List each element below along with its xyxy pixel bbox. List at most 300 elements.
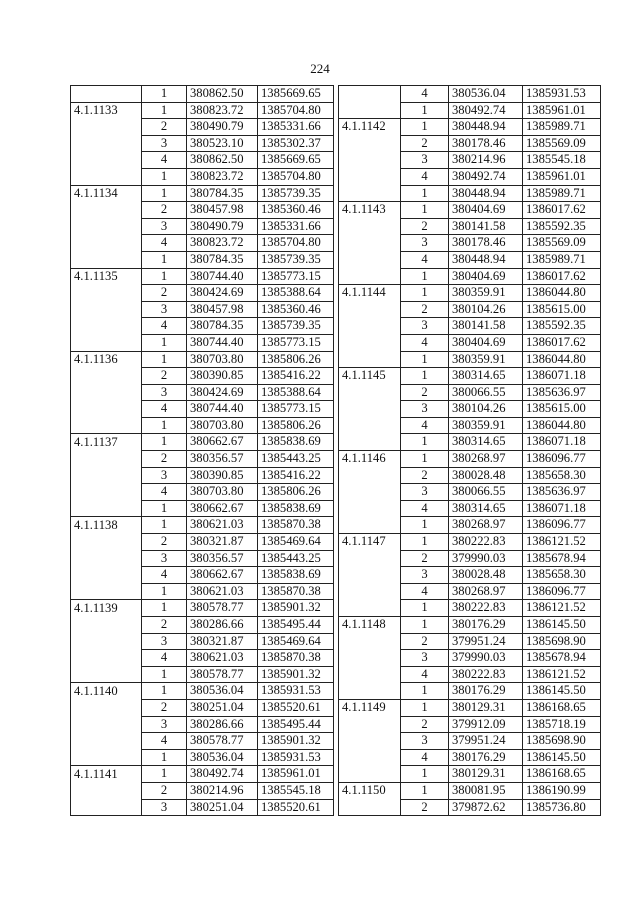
y-coordinate-cell: 1385678.94 bbox=[523, 550, 601, 567]
point-number-cell: 3 bbox=[401, 235, 449, 252]
table-row bbox=[339, 168, 601, 185]
x-coordinate-cell: 380178.46 bbox=[449, 235, 523, 252]
x-coordinate-cell: 380081.95 bbox=[449, 782, 523, 799]
table-row bbox=[339, 251, 601, 268]
x-coordinate-cell: 380404.69 bbox=[449, 268, 523, 285]
point-number-cell: 4 bbox=[401, 666, 449, 683]
table-row bbox=[71, 434, 334, 451]
point-number-cell: 1 bbox=[142, 251, 187, 268]
y-coordinate-cell: 1385901.32 bbox=[258, 666, 334, 683]
table-row bbox=[71, 218, 334, 235]
x-coordinate-cell: 379951.24 bbox=[449, 733, 523, 750]
parcel-id-cell bbox=[71, 749, 142, 766]
point-number-cell: 2 bbox=[142, 285, 187, 302]
table-row bbox=[71, 766, 334, 783]
table-row bbox=[71, 617, 334, 634]
x-coordinate-cell: 380356.57 bbox=[187, 550, 258, 567]
table-row bbox=[339, 401, 601, 418]
x-coordinate-cell: 379951.24 bbox=[449, 633, 523, 650]
parcel-id-cell bbox=[71, 401, 142, 418]
point-number-cell: 1 bbox=[401, 185, 449, 202]
parcel-id-cell bbox=[71, 451, 142, 468]
table-row bbox=[71, 202, 334, 219]
table-row bbox=[339, 799, 601, 816]
table-row bbox=[71, 185, 334, 202]
point-number-cell: 4 bbox=[142, 152, 187, 169]
point-number-cell: 1 bbox=[142, 168, 187, 185]
table-row bbox=[71, 749, 334, 766]
point-number-cell: 4 bbox=[401, 583, 449, 600]
point-number-cell: 1 bbox=[401, 683, 449, 700]
y-coordinate-cell: 1386017.62 bbox=[523, 334, 601, 351]
x-coordinate-cell: 380578.77 bbox=[187, 666, 258, 683]
parcel-id-cell bbox=[71, 500, 142, 517]
parcel-id-cell bbox=[339, 484, 401, 501]
table-row bbox=[339, 500, 601, 517]
table-row bbox=[339, 351, 601, 368]
y-coordinate-cell: 1385838.69 bbox=[258, 567, 334, 584]
point-number-cell: 4 bbox=[401, 168, 449, 185]
y-coordinate-cell: 1385806.26 bbox=[258, 484, 334, 501]
y-coordinate-cell: 1386145.50 bbox=[523, 683, 601, 700]
table-row bbox=[339, 135, 601, 152]
table-row bbox=[339, 766, 601, 783]
x-coordinate-cell: 380578.77 bbox=[187, 733, 258, 750]
y-coordinate-cell: 1385331.66 bbox=[258, 218, 334, 235]
y-coordinate-cell: 1385545.18 bbox=[523, 152, 601, 169]
y-coordinate-cell: 1385678.94 bbox=[523, 650, 601, 667]
x-coordinate-cell: 380286.66 bbox=[187, 617, 258, 634]
y-coordinate-cell: 1385469.64 bbox=[258, 534, 334, 551]
y-coordinate-cell: 1385838.69 bbox=[258, 500, 334, 517]
y-coordinate-cell: 1385704.80 bbox=[258, 235, 334, 252]
y-coordinate-cell: 1385698.90 bbox=[523, 633, 601, 650]
parcel-id-cell bbox=[339, 401, 401, 418]
point-number-cell: 1 bbox=[401, 534, 449, 551]
y-coordinate-cell: 1385870.38 bbox=[258, 650, 334, 667]
x-coordinate-cell: 380662.67 bbox=[187, 567, 258, 584]
point-number-cell: 3 bbox=[142, 218, 187, 235]
x-coordinate-cell: 380862.50 bbox=[187, 86, 258, 103]
point-number-cell: 3 bbox=[401, 401, 449, 418]
x-coordinate-cell: 380104.26 bbox=[449, 301, 523, 318]
point-number-cell: 3 bbox=[142, 384, 187, 401]
table-row bbox=[339, 185, 601, 202]
parcel-id-cell: 4.1.1145 bbox=[339, 368, 401, 385]
table-row bbox=[339, 417, 601, 434]
y-coordinate-cell: 1385870.38 bbox=[258, 583, 334, 600]
y-coordinate-cell: 1385360.46 bbox=[258, 202, 334, 219]
point-number-cell: 1 bbox=[401, 699, 449, 716]
y-coordinate-cell: 1386071.18 bbox=[523, 434, 601, 451]
point-number-cell: 2 bbox=[142, 202, 187, 219]
parcel-id-cell: 4.1.1136 bbox=[71, 351, 142, 368]
parcel-id-cell bbox=[71, 152, 142, 169]
x-coordinate-cell: 380621.03 bbox=[187, 650, 258, 667]
point-number-cell: 1 bbox=[401, 782, 449, 799]
point-number-cell: 1 bbox=[142, 86, 187, 103]
point-number-cell: 4 bbox=[142, 567, 187, 584]
parcel-id-cell bbox=[71, 301, 142, 318]
x-coordinate-cell: 380359.91 bbox=[449, 417, 523, 434]
x-coordinate-cell: 380176.29 bbox=[449, 617, 523, 634]
x-coordinate-cell: 380744.40 bbox=[187, 334, 258, 351]
x-coordinate-cell: 380222.83 bbox=[449, 534, 523, 551]
x-coordinate-cell: 380703.80 bbox=[187, 484, 258, 501]
coordinates-table-left bbox=[70, 85, 334, 816]
table-row bbox=[339, 699, 601, 716]
x-coordinate-cell: 380703.80 bbox=[187, 351, 258, 368]
table-row bbox=[71, 567, 334, 584]
parcel-id-cell bbox=[339, 235, 401, 252]
point-number-cell: 1 bbox=[401, 451, 449, 468]
y-coordinate-cell: 1386121.52 bbox=[523, 600, 601, 617]
point-number-cell: 1 bbox=[142, 185, 187, 202]
point-number-cell: 4 bbox=[142, 318, 187, 335]
x-coordinate-cell: 380536.04 bbox=[187, 683, 258, 700]
table-row bbox=[339, 617, 601, 634]
parcel-id-cell bbox=[339, 334, 401, 351]
x-coordinate-cell: 380214.96 bbox=[449, 152, 523, 169]
parcel-id-cell bbox=[339, 86, 401, 103]
y-coordinate-cell: 1385495.44 bbox=[258, 716, 334, 733]
y-coordinate-cell: 1385739.35 bbox=[258, 185, 334, 202]
y-coordinate-cell: 1385698.90 bbox=[523, 733, 601, 750]
y-coordinate-cell: 1385961.01 bbox=[523, 102, 601, 119]
point-number-cell: 2 bbox=[142, 782, 187, 799]
parcel-id-cell bbox=[71, 368, 142, 385]
parcel-id-cell: 4.1.1138 bbox=[71, 517, 142, 534]
parcel-id-cell bbox=[339, 152, 401, 169]
parcel-id-cell bbox=[339, 567, 401, 584]
table-row bbox=[71, 633, 334, 650]
x-coordinate-cell: 380784.35 bbox=[187, 318, 258, 335]
y-coordinate-cell: 1385636.97 bbox=[523, 384, 601, 401]
parcel-id-cell: 4.1.1135 bbox=[71, 268, 142, 285]
table-row bbox=[339, 749, 601, 766]
y-coordinate-cell: 1385931.53 bbox=[523, 86, 601, 103]
table-row bbox=[71, 285, 334, 302]
table-row bbox=[339, 534, 601, 551]
parcel-id-cell bbox=[71, 334, 142, 351]
y-coordinate-cell: 1385806.26 bbox=[258, 351, 334, 368]
y-coordinate-cell: 1385520.61 bbox=[258, 699, 334, 716]
table-row bbox=[339, 683, 601, 700]
parcel-id-cell bbox=[71, 534, 142, 551]
coordinates-table-right bbox=[338, 85, 601, 816]
point-number-cell: 3 bbox=[142, 135, 187, 152]
table-row bbox=[339, 268, 601, 285]
y-coordinate-cell: 1386017.62 bbox=[523, 202, 601, 219]
x-coordinate-cell: 379990.03 bbox=[449, 550, 523, 567]
table-row bbox=[71, 534, 334, 551]
point-number-cell: 3 bbox=[401, 152, 449, 169]
parcel-id-cell bbox=[71, 733, 142, 750]
x-coordinate-cell: 380222.83 bbox=[449, 666, 523, 683]
y-coordinate-cell: 1385636.97 bbox=[523, 484, 601, 501]
x-coordinate-cell: 380314.65 bbox=[449, 434, 523, 451]
coordinates-table-left-body bbox=[71, 86, 334, 816]
x-coordinate-cell: 380028.48 bbox=[449, 567, 523, 584]
table-row bbox=[339, 600, 601, 617]
table-row bbox=[71, 135, 334, 152]
table-row bbox=[71, 102, 334, 119]
parcel-id-cell: 4.1.1144 bbox=[339, 285, 401, 302]
parcel-id-cell bbox=[71, 251, 142, 268]
x-coordinate-cell: 380744.40 bbox=[187, 268, 258, 285]
table-row bbox=[71, 401, 334, 418]
table-row bbox=[71, 251, 334, 268]
point-number-cell: 1 bbox=[142, 417, 187, 434]
point-number-cell: 2 bbox=[142, 451, 187, 468]
parcel-id-cell bbox=[339, 650, 401, 667]
point-number-cell: 1 bbox=[142, 600, 187, 617]
table-row bbox=[339, 517, 601, 534]
y-coordinate-cell: 1386121.52 bbox=[523, 666, 601, 683]
point-number-cell: 4 bbox=[142, 235, 187, 252]
y-coordinate-cell: 1385545.18 bbox=[258, 782, 334, 799]
x-coordinate-cell: 380214.96 bbox=[187, 782, 258, 799]
y-coordinate-cell: 1385931.53 bbox=[258, 749, 334, 766]
point-number-cell: 1 bbox=[401, 102, 449, 119]
y-coordinate-cell: 1385704.80 bbox=[258, 102, 334, 119]
point-number-cell: 1 bbox=[401, 285, 449, 302]
table-row bbox=[71, 351, 334, 368]
point-number-cell: 2 bbox=[142, 617, 187, 634]
parcel-id-cell bbox=[71, 799, 142, 816]
x-coordinate-cell: 380314.65 bbox=[449, 368, 523, 385]
parcel-id-cell bbox=[339, 135, 401, 152]
table-row bbox=[339, 285, 601, 302]
parcel-id-cell bbox=[339, 185, 401, 202]
table-row bbox=[71, 235, 334, 252]
point-number-cell: 1 bbox=[401, 617, 449, 634]
point-number-cell: 4 bbox=[142, 484, 187, 501]
point-number-cell: 3 bbox=[142, 301, 187, 318]
y-coordinate-cell: 1385773.15 bbox=[258, 334, 334, 351]
parcel-id-cell: 4.1.1139 bbox=[71, 600, 142, 617]
x-coordinate-cell: 379872.62 bbox=[449, 799, 523, 816]
parcel-id-cell bbox=[339, 268, 401, 285]
parcel-id-cell bbox=[71, 699, 142, 716]
y-coordinate-cell: 1385773.15 bbox=[258, 268, 334, 285]
parcel-id-cell bbox=[71, 782, 142, 799]
y-coordinate-cell: 1385331.66 bbox=[258, 119, 334, 136]
point-number-cell: 1 bbox=[142, 434, 187, 451]
point-number-cell: 1 bbox=[142, 500, 187, 517]
parcel-id-cell bbox=[71, 384, 142, 401]
parcel-id-cell bbox=[339, 716, 401, 733]
parcel-id-cell bbox=[339, 318, 401, 335]
x-coordinate-cell: 380492.74 bbox=[187, 766, 258, 783]
y-coordinate-cell: 1385443.25 bbox=[258, 451, 334, 468]
parcel-id-cell bbox=[339, 550, 401, 567]
point-number-cell: 1 bbox=[401, 517, 449, 534]
table-row bbox=[71, 318, 334, 335]
point-number-cell: 2 bbox=[401, 467, 449, 484]
x-coordinate-cell: 380424.69 bbox=[187, 285, 258, 302]
x-coordinate-cell: 380862.50 bbox=[187, 152, 258, 169]
y-coordinate-cell: 1385520.61 bbox=[258, 799, 334, 816]
x-coordinate-cell: 379912.09 bbox=[449, 716, 523, 733]
point-number-cell: 1 bbox=[142, 666, 187, 683]
x-coordinate-cell: 380359.91 bbox=[449, 285, 523, 302]
parcel-id-cell bbox=[339, 251, 401, 268]
point-number-cell: 1 bbox=[401, 119, 449, 136]
table-row bbox=[71, 799, 334, 816]
table-row bbox=[339, 368, 601, 385]
x-coordinate-cell: 380523.10 bbox=[187, 135, 258, 152]
x-coordinate-cell: 380129.31 bbox=[449, 766, 523, 783]
y-coordinate-cell: 1385704.80 bbox=[258, 168, 334, 185]
x-coordinate-cell: 380536.04 bbox=[187, 749, 258, 766]
table-row bbox=[339, 666, 601, 683]
table-row bbox=[71, 467, 334, 484]
parcel-id-cell bbox=[339, 434, 401, 451]
table-row bbox=[339, 218, 601, 235]
x-coordinate-cell: 380492.74 bbox=[449, 168, 523, 185]
x-coordinate-cell: 380251.04 bbox=[187, 799, 258, 816]
table-row bbox=[71, 384, 334, 401]
parcel-id-cell bbox=[71, 285, 142, 302]
parcel-id-cell: 4.1.1146 bbox=[339, 451, 401, 468]
point-number-cell: 3 bbox=[401, 484, 449, 501]
parcel-id-cell bbox=[71, 633, 142, 650]
parcel-id-cell: 4.1.1140 bbox=[71, 683, 142, 700]
point-number-cell: 2 bbox=[401, 799, 449, 816]
point-number-cell: 1 bbox=[142, 517, 187, 534]
y-coordinate-cell: 1385388.64 bbox=[258, 384, 334, 401]
x-coordinate-cell: 380490.79 bbox=[187, 119, 258, 136]
table-row bbox=[339, 119, 601, 136]
table-row bbox=[339, 733, 601, 750]
y-coordinate-cell: 1385989.71 bbox=[523, 185, 601, 202]
point-number-cell: 2 bbox=[142, 534, 187, 551]
table-row bbox=[71, 334, 334, 351]
point-number-cell: 3 bbox=[142, 633, 187, 650]
y-coordinate-cell: 1385961.01 bbox=[258, 766, 334, 783]
x-coordinate-cell: 380744.40 bbox=[187, 401, 258, 418]
parcel-id-cell bbox=[339, 733, 401, 750]
point-number-cell: 1 bbox=[142, 351, 187, 368]
parcel-id-cell bbox=[71, 617, 142, 634]
x-coordinate-cell: 380359.91 bbox=[449, 351, 523, 368]
page-number: 224 bbox=[310, 61, 330, 76]
table-row bbox=[71, 168, 334, 185]
y-coordinate-cell: 1385931.53 bbox=[258, 683, 334, 700]
x-coordinate-cell: 380703.80 bbox=[187, 417, 258, 434]
x-coordinate-cell: 380314.65 bbox=[449, 500, 523, 517]
x-coordinate-cell: 380286.66 bbox=[187, 716, 258, 733]
point-number-cell: 1 bbox=[142, 268, 187, 285]
point-number-cell: 2 bbox=[401, 384, 449, 401]
x-coordinate-cell: 380448.94 bbox=[449, 251, 523, 268]
parcel-id-cell bbox=[71, 716, 142, 733]
table-row bbox=[71, 484, 334, 501]
y-coordinate-cell: 1386096.77 bbox=[523, 583, 601, 600]
x-coordinate-cell: 380457.98 bbox=[187, 202, 258, 219]
point-number-cell: 1 bbox=[401, 434, 449, 451]
parcel-id-cell bbox=[339, 600, 401, 617]
y-coordinate-cell: 1385569.09 bbox=[523, 235, 601, 252]
table-row bbox=[339, 334, 601, 351]
y-coordinate-cell: 1385901.32 bbox=[258, 600, 334, 617]
x-coordinate-cell: 380178.46 bbox=[449, 135, 523, 152]
table-row bbox=[339, 202, 601, 219]
x-coordinate-cell: 380404.69 bbox=[449, 334, 523, 351]
point-number-cell: 1 bbox=[401, 202, 449, 219]
x-coordinate-cell: 380492.74 bbox=[449, 102, 523, 119]
y-coordinate-cell: 1385901.32 bbox=[258, 733, 334, 750]
parcel-id-cell bbox=[71, 168, 142, 185]
point-number-cell: 2 bbox=[142, 368, 187, 385]
point-number-cell: 4 bbox=[401, 749, 449, 766]
table-row bbox=[71, 650, 334, 667]
y-coordinate-cell: 1386168.65 bbox=[523, 699, 601, 716]
parcel-id-cell bbox=[71, 218, 142, 235]
parcel-id-cell bbox=[339, 218, 401, 235]
x-coordinate-cell: 380129.31 bbox=[449, 699, 523, 716]
x-coordinate-cell: 380390.85 bbox=[187, 467, 258, 484]
table-row bbox=[71, 550, 334, 567]
y-coordinate-cell: 1385838.69 bbox=[258, 434, 334, 451]
x-coordinate-cell: 380176.29 bbox=[449, 749, 523, 766]
x-coordinate-cell: 380176.29 bbox=[449, 683, 523, 700]
point-number-cell: 1 bbox=[142, 766, 187, 783]
parcel-id-cell bbox=[339, 384, 401, 401]
parcel-id-cell bbox=[71, 550, 142, 567]
parcel-id-cell bbox=[339, 351, 401, 368]
point-number-cell: 2 bbox=[401, 135, 449, 152]
x-coordinate-cell: 380457.98 bbox=[187, 301, 258, 318]
x-coordinate-cell: 380448.94 bbox=[449, 185, 523, 202]
y-coordinate-cell: 1385615.00 bbox=[523, 401, 601, 418]
y-coordinate-cell: 1386096.77 bbox=[523, 517, 601, 534]
table-row bbox=[339, 235, 601, 252]
parcel-id-cell bbox=[339, 517, 401, 534]
y-coordinate-cell: 1385469.64 bbox=[258, 633, 334, 650]
y-coordinate-cell: 1386044.80 bbox=[523, 417, 601, 434]
x-coordinate-cell: 380222.83 bbox=[449, 600, 523, 617]
point-number-cell: 2 bbox=[401, 716, 449, 733]
parcel-id-cell bbox=[71, 484, 142, 501]
y-coordinate-cell: 1386145.50 bbox=[523, 617, 601, 634]
table-row bbox=[71, 417, 334, 434]
y-coordinate-cell: 1385592.35 bbox=[523, 218, 601, 235]
table-row bbox=[71, 600, 334, 617]
table-row bbox=[339, 716, 601, 733]
y-coordinate-cell: 1386071.18 bbox=[523, 500, 601, 517]
parcel-id-cell bbox=[71, 202, 142, 219]
y-coordinate-cell: 1386145.50 bbox=[523, 749, 601, 766]
y-coordinate-cell: 1385360.46 bbox=[258, 301, 334, 318]
x-coordinate-cell: 380823.72 bbox=[187, 168, 258, 185]
table-row bbox=[71, 86, 334, 103]
y-coordinate-cell: 1386121.52 bbox=[523, 534, 601, 551]
parcel-id-cell bbox=[339, 168, 401, 185]
x-coordinate-cell: 379990.03 bbox=[449, 650, 523, 667]
x-coordinate-cell: 380784.35 bbox=[187, 251, 258, 268]
parcel-id-cell bbox=[71, 135, 142, 152]
table-row bbox=[71, 583, 334, 600]
y-coordinate-cell: 1385669.65 bbox=[258, 152, 334, 169]
table-row bbox=[71, 782, 334, 799]
x-coordinate-cell: 380321.87 bbox=[187, 534, 258, 551]
x-coordinate-cell: 380424.69 bbox=[187, 384, 258, 401]
y-coordinate-cell: 1385718.19 bbox=[523, 716, 601, 733]
point-number-cell: 3 bbox=[401, 318, 449, 335]
parcel-id-cell bbox=[339, 633, 401, 650]
